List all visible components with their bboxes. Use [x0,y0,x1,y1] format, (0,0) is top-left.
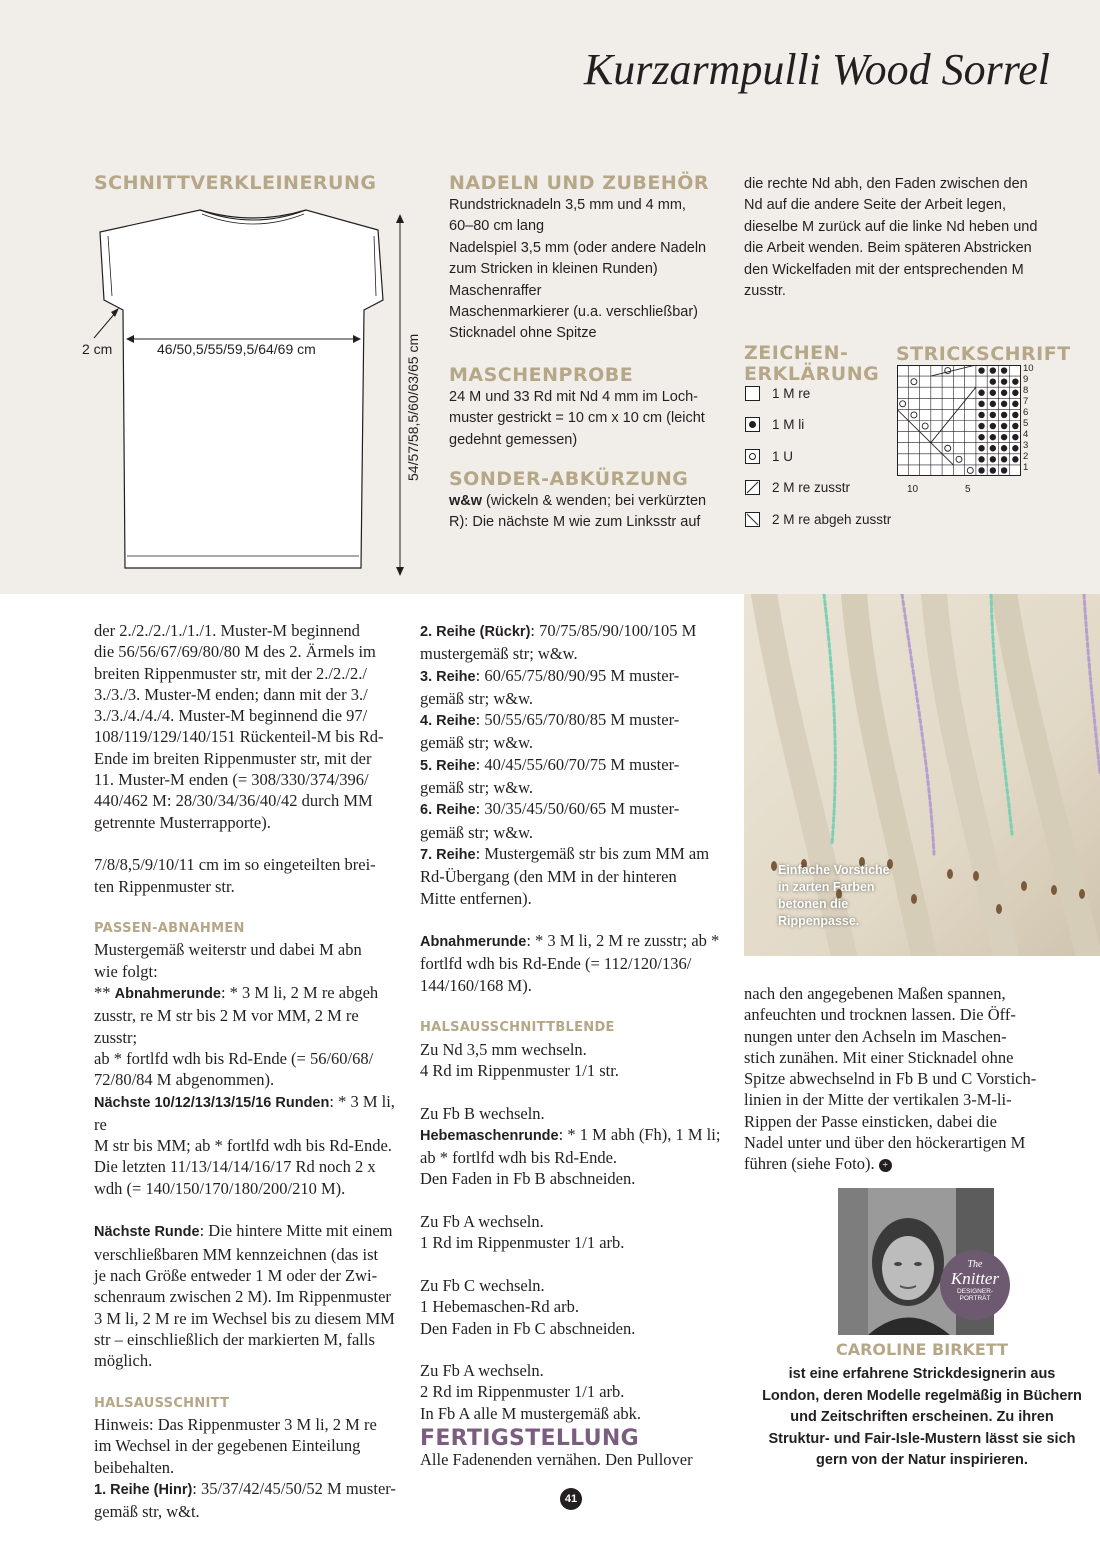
sleeve-measure: 2 cm [82,341,113,357]
sonder-continuation: die rechte Nd abh, den Faden zwischen den Nd auf die andere Seite der Arbeit legen, dieselbe M zurück auf die linke Nd heben und die Arbeit wenden. Beim späteren Abstricken den Wickelfaden mit der entsprechenden M zusstr. [744,176,1038,300]
purl-stitch [1001,467,1007,473]
purl-stitch [1001,434,1007,440]
nadeln-list: Rundstricknadeln 3,5 mm und 4 mm, 60–80 cm lang Nadelspiel 3,5 mm (oder andere Nadeln zum Stricken in kleinen Runden) Maschenraffer Maschenmarkierer (u.a. verschließbar) Sticknadel ohne Spitze [449,197,707,342]
purl-stitch [1012,434,1018,440]
chart-heading: STRICKSCHRIFT [896,343,1071,365]
instructions-col-3: nach den angegebenen Maßen spannen, anfeuchten und trocknen lassen. Die Öff- nungen unter den Achseln im Maschen- stich zunähen. Mit einer Sticknadel ohne Spitze abwechselnd in Fb B und C Vorstich- linien in der Mitte der vertikalen 3-M-li- Rippen der Passe einsticken, dabei die Nadel unter und über den höckerartigen M führen (siehe Foto). + [744,984,1037,1174]
purl-stitch [978,467,984,473]
designer-bio: ist eine erfahrene Strickdesignerin aus London, deren Modelle regelmäßig in Büchern und Zeitschriften erscheinen. Zu ihren Struktur- und Fair-Isle-Mustern lässt sie sich gern von der Natur inspirieren. [762,1366,1082,1468]
yarn-over-symbol [745,449,760,464]
ssk-symbol [745,512,760,527]
legend-item: 2 M re abgeh zusstr [745,512,891,527]
purl-stitch [1012,445,1018,451]
instructions-col-2: 2. Reihe (Rückr): 70/75/85/90/100/105 M mustergemäß str; w&w. 3. Reihe: 60/65/75/80/90/95 M muster- gemäß str; w&w. 4. Reihe: 50/55/65/70/80/85 M muster- gemäß str; w&w. 5. Reihe: 40/45/55/60/70/75 M muster- gemäß str; w&w. 6. Reihe: 30/35/45/50/60/65 M muster- gemäß str; w&w. 7. Reihe: Mustergemäß str bis zum MM am Rd-Übergang (den MM in der hinteren Mitte entfernen). Abnahmerunde: * 3 M li, 2 M re zusstr; ab * fortlfd wdh bis Rd-Ende (= 112/120/136/ 144/160/168 M). HALSAUSSCHNITTBLENDE Zu Nd 3,5 mm wechseln. 4 Rd im Rippenmuster 1/1 str. Zu Fb B wechseln. Hebemaschenrunde: * 1 M abh (Fh), 1 M li; ab * fortlfd wdh bis Rd-Ende. Den Faden in Fb B abschneiden. Zu Fb A wechseln. 1 Rd im Rippenmuster 1/1 arb. Zu Fb C wechseln. 1 Hebemaschen-Rd arb. Den Faden in Fb C abschneiden. Zu Fb A wechseln. 2 Rd im Rippenmuster 1/1 arb. In Fb A alle M mustergemäß abk. FERTIGSTELLUNG Alle Fadenenden vernähen. Den Pullover [420,620,730,1471]
legend-heading: ZEICHEN- ERKLÄRUNG [744,342,880,385]
chart-col-label: 10 [907,484,919,495]
halsausschnitt-heading: HALSAUSSCHNITT [94,1395,230,1411]
sonder-heading: SONDER-ABKÜRZUNG [449,468,689,490]
length-measure: 54/57/58,5/60/63/65 cm [405,333,421,481]
purl-stitch [990,412,996,418]
designer-name: CAROLINE BIRKETT [835,1340,1009,1359]
k2tog-symbol [745,480,760,495]
blende-heading: HALSAUSSCHNITTBLENDE [420,1020,615,1036]
chart-col-label: 5 [965,484,971,495]
knitting-chart [897,365,1021,476]
purl-stitch [1001,401,1007,407]
purl-stitch [1001,445,1007,451]
garment-schematic [78,200,428,585]
purl-stitch [990,467,996,473]
purl-stitch [978,390,984,396]
purl-stitch [978,401,984,407]
purl-stitch [978,367,984,373]
chart-row-numbers: 10 9 8 7 6 5 4 3 2 1 [1023,363,1034,473]
purl-stitch [1001,378,1007,384]
purl-stitch [978,412,984,418]
photo-caption: Einfache Vorstiche in zarten Farben betonen die Rippenpasse. [778,863,890,928]
purl-stitch [1012,390,1018,396]
legend-item: 2 M re zusstr [745,480,850,495]
purl-stitch [990,390,996,396]
schnitt-heading: SCHNITTVERKLEINERUNG [94,172,377,194]
purl-stitch [978,445,984,451]
instructions-col-1: der 2./2./2./1./1./1. Muster-M beginnend die 56/56/67/69/80/80 M des 2. Ärmels im breiten Rippenmuster str, mit der 2./2./2./ 3./3./3. Muster-M enden; dann mit der 3./ 3./3./4./4./4. Muster-M beginnend die 97/ 108/119/129/140/151 Rückenteil-M bis Rd- Ende im breiten Rippenmuster str, mit der 11. Muster-M enden (= 308/330/374/396/ 440/462 M: 28/30/34/36/40/42 durch MM getrennte Musterrapporte). 7/8/8,5/9/10/11 cm im so eingeteilten brei- ten Rippenmuster str. PASSEN-ABNAHMEN Mustergemäß weiterstr und dabei M abn wie folgt: ** Abnahmerunde: * 3 M li, 2 M re abgeh zusstr, re M str bis 2 M vor MM, 2 M re zusstr; ab * fortlfd wdh bis Rd-Ende (= 56/60/68/ 72/80/84 M abgenommen). Nächste 10/12/13/13/15/16 Runden: * 3 M li, re M str bis MM; ab * fortlfd wdh bis Rd-Ende. Die letzten 11/13/14/14/16/17 Rd noch 2 x wdh (= 140/150/170/180/200/210 M). Nächste Runde: Die hintere Mitte mit einem verschließbaren MM kennzeichnen (das ist je nach Größe entweder 1 M oder der Zwi- schenraum zwischen 2 M). Im Rippenmuster 3 M li, 2 M re im Wechsel bis zu diesem MM str – einschließlich der markierten M, falls möglich. HALSAUSSCHNITT Hinweis: Das Rippenmuster 3 M li, 2 M re im Wechsel in der gegebenen Einteilung beibehalten. 1. Reihe (Hinr): 35/37/42/45/50/52 M muster- gemäß str, w&t. [94,620,404,1522]
purl-stitch [1001,412,1007,418]
page-number: 41 [560,1488,582,1510]
purl-stitch [990,378,996,384]
purl-stitch [990,401,996,407]
maschenprobe-heading: MASCHENPROBE [449,364,634,386]
fertigstellung-heading: FERTIGSTELLUNG [420,1425,639,1451]
purl-stitch [990,445,996,451]
purl-stitch [990,423,996,429]
purl-stitch [1012,401,1018,407]
sonder-text: w&w (wickeln & wenden; bei verkürzten R): Die nächste M wie zum Linksstr auf [449,493,707,531]
purl-symbol [745,417,760,432]
legend-item: 1 U [745,449,793,464]
purl-stitch [978,456,984,462]
legend-item: 1 M li [745,417,804,432]
purl-stitch [990,434,996,440]
purl-stitch [1012,412,1018,418]
end-mark-icon: + [879,1159,892,1172]
legend-item: 1 M re [745,386,810,401]
purl-stitch [1001,367,1007,373]
nadeln-heading: NADELN UND ZUBEHÖR [449,172,710,194]
purl-stitch [1001,423,1007,429]
purl-stitch [1012,456,1018,462]
purl-stitch [1012,423,1018,429]
purl-stitch [1012,378,1018,384]
purl-stitch [978,423,984,429]
purl-stitch [1001,390,1007,396]
width-measure: 46/50,5/55/59,5/64/69 cm [157,341,316,357]
knit-symbol [745,386,760,401]
page-title: Kurzarmpulli Wood Sorrel [583,45,1050,94]
purl-stitch [978,434,984,440]
purl-stitch [990,456,996,462]
purl-stitch [1001,456,1007,462]
maschenprobe-text: 24 M und 33 Rd mit Nd 4 mm im Loch- muster gestrickt = 10 cm x 10 cm (leicht gedehnt gemessen) [449,389,705,448]
passen-heading: PASSEN-ABNAHMEN [94,921,245,937]
knitter-badge: The Knitter DESIGNER- PORTRÄT [940,1250,1010,1320]
purl-stitch [990,367,996,373]
